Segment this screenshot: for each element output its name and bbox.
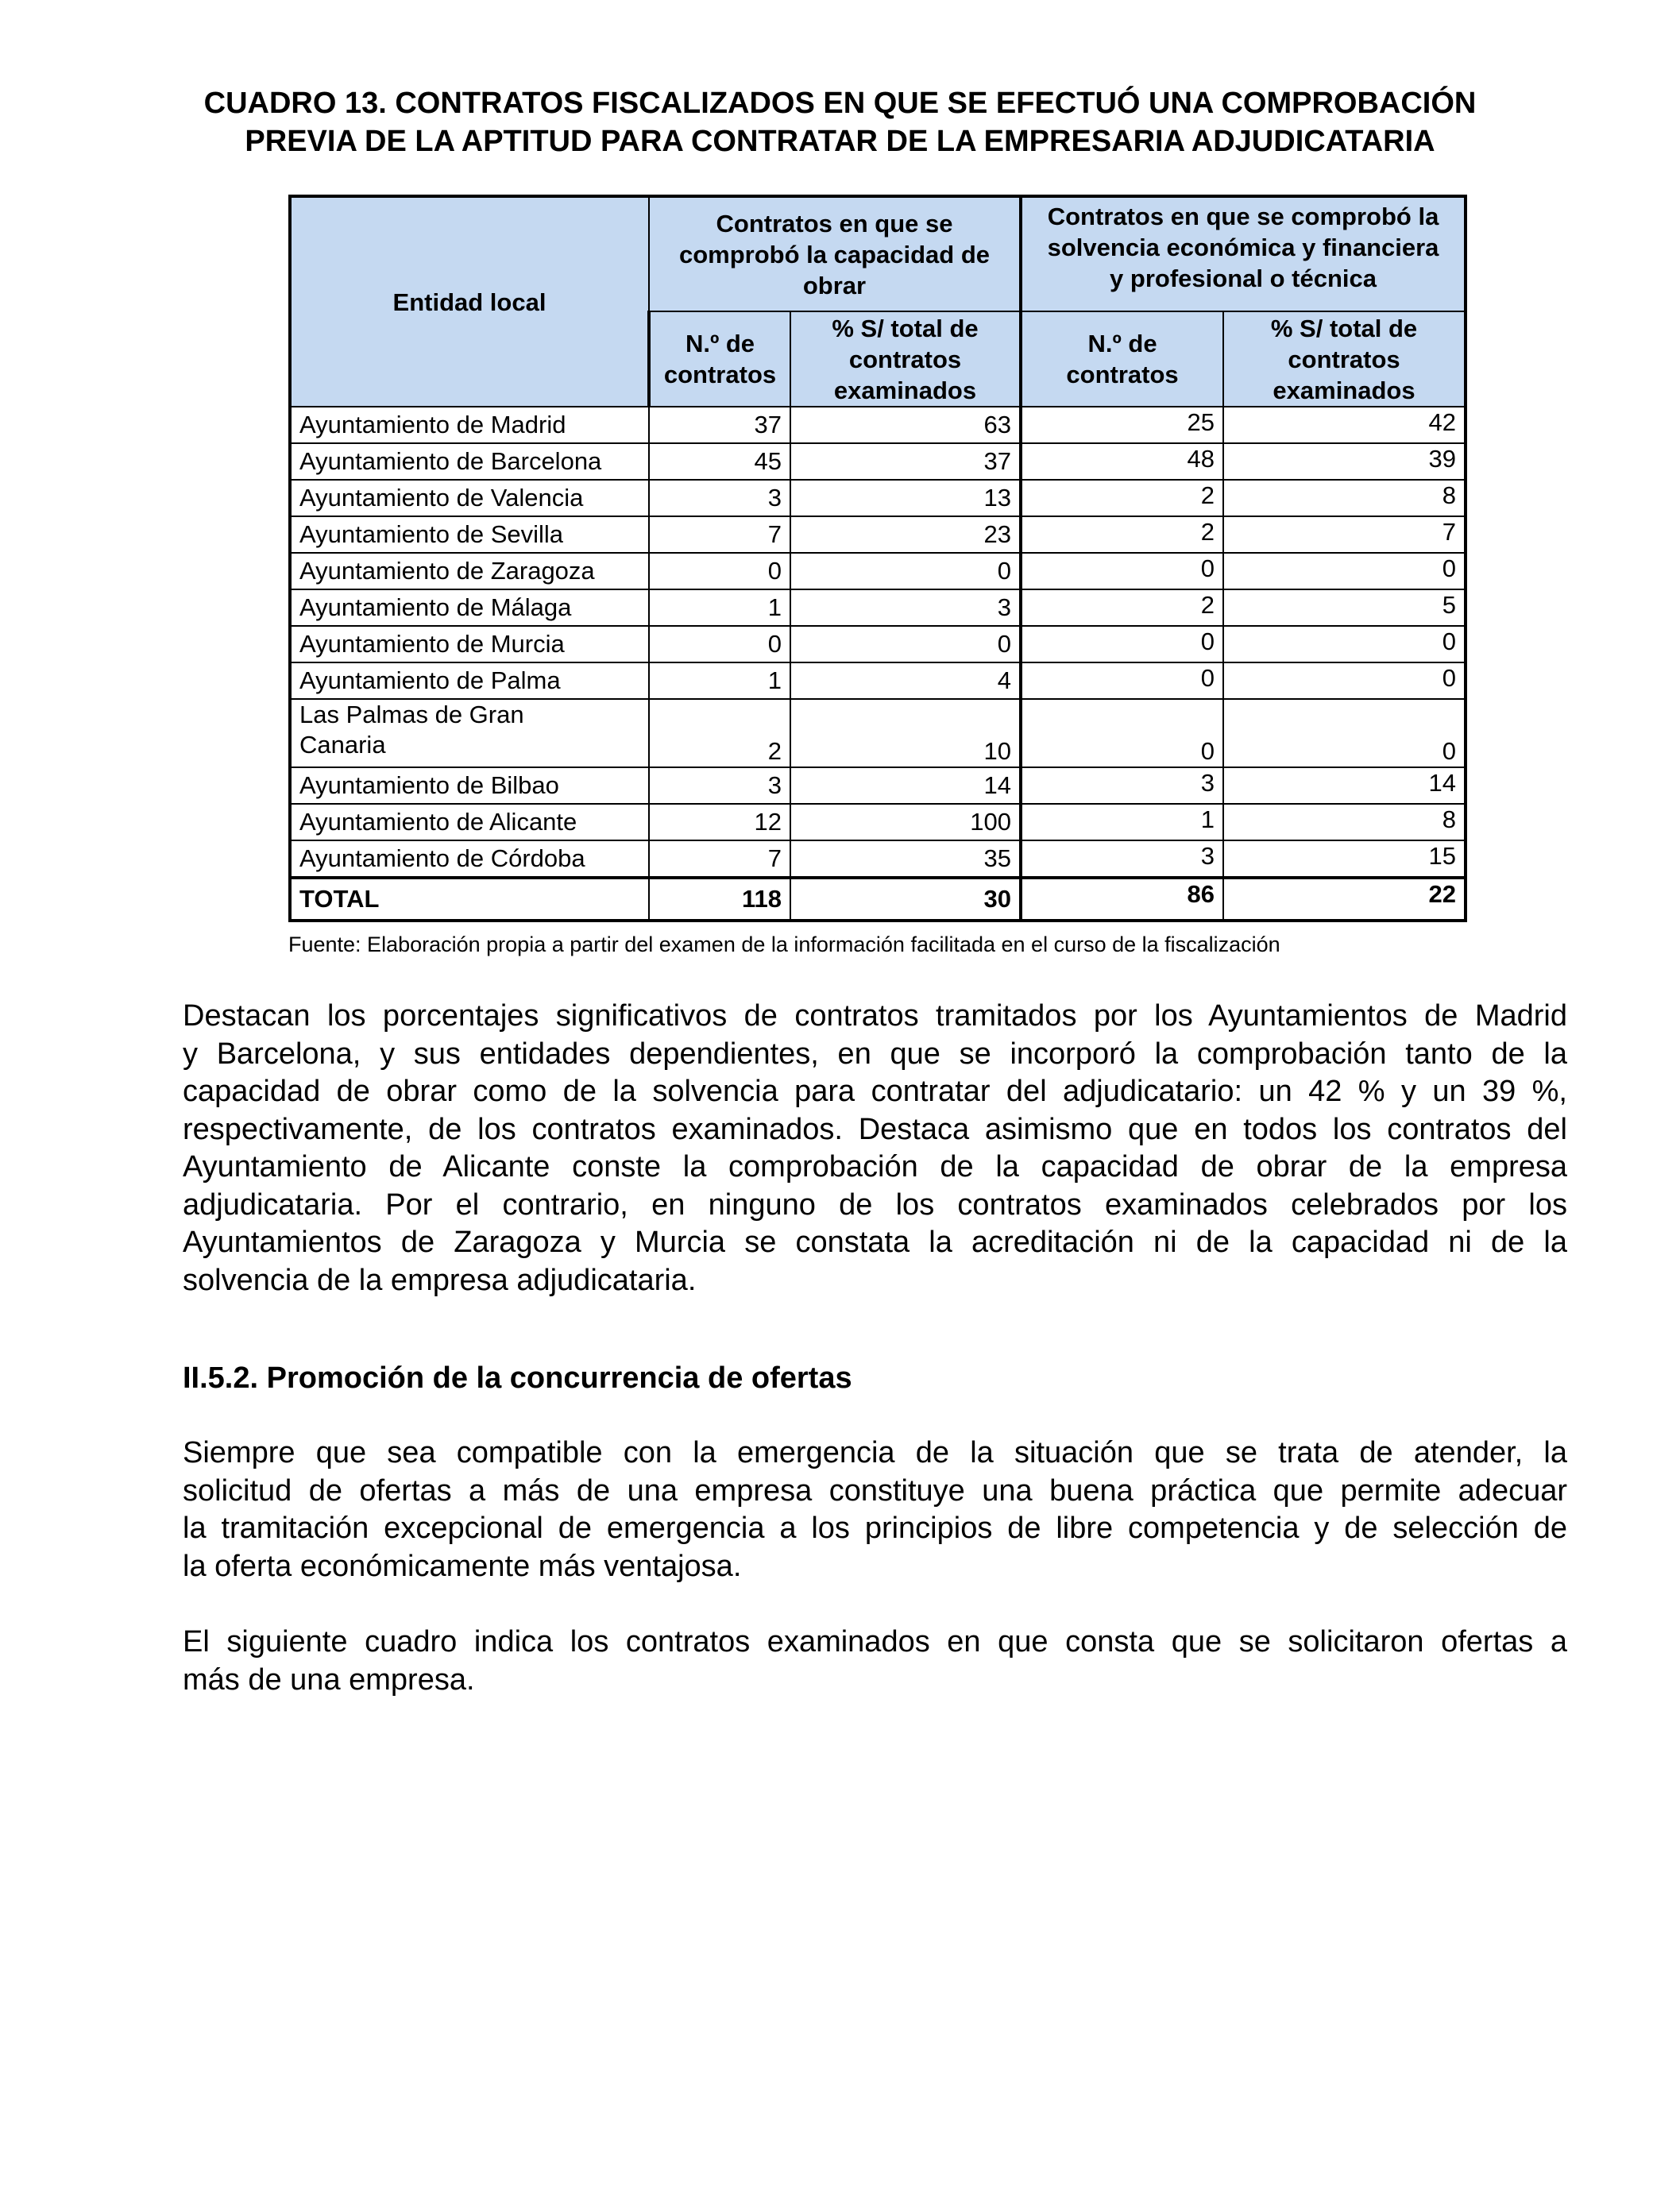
entity-cell: Ayuntamiento de Madrid — [290, 407, 649, 443]
total-cap-count-cell: 118 — [649, 878, 790, 921]
cap-pct-cell: 37 — [790, 443, 1021, 480]
header-solvency-group: Contratos en que se comprobó la solvencia económica y financiera y profesional o técnica — [1021, 196, 1466, 311]
table-source-note: Fuente: Elaboración propia a partir del examen de la información facilitada en el curso de la fiscalización — [288, 933, 1280, 956]
cap-pct-cell: 4 — [790, 662, 1021, 699]
cap-pct-cell: 23 — [790, 516, 1021, 553]
paragraph-line: solvencia de la empresa adjudicataria. — [183, 1263, 697, 1297]
cap-count-cell: 1 — [649, 662, 790, 699]
cap-pct-cell: 3 — [790, 589, 1021, 626]
entity-cell: Ayuntamiento de Sevilla — [290, 516, 649, 553]
table-row — [290, 767, 1466, 804]
sol-count-cell: 3 — [1021, 840, 1223, 878]
table-row — [290, 480, 1466, 516]
sol-pct-cell: 0 — [1223, 662, 1466, 699]
paragraph-line: Destacan los porcentajes significativos de contratos tramitados por los Ayuntamientos de Madrid — [183, 999, 1567, 1033]
sol-count-cell: 2 — [1021, 480, 1223, 516]
cap-pct-cell: 100 — [790, 804, 1021, 840]
table-row — [290, 699, 1466, 767]
sol-pct-cell: 8 — [1223, 804, 1466, 840]
entity-cell: Las Palmas de Gran Canaria — [290, 699, 649, 767]
table-row — [290, 443, 1466, 480]
sol-pct-cell: 0 — [1223, 699, 1466, 767]
paragraph-line: El siguiente cuadro indica los contratos examinados en que consta que se solicitaron ofertas a — [183, 1625, 1567, 1659]
total-cap-pct-cell: 30 — [790, 878, 1021, 921]
sol-pct-cell: 15 — [1223, 840, 1466, 878]
paragraph-line: adjudicataria. Por el contrario, en ninguno de los contratos examinados celebrados por los — [183, 1187, 1567, 1222]
entity-cell: Ayuntamiento de Barcelona — [290, 443, 649, 480]
sol-pct-cell: 8 — [1223, 480, 1466, 516]
sol-pct-cell: 7 — [1223, 516, 1466, 553]
cap-pct-cell: 0 — [790, 553, 1021, 589]
header-sol-count: N.º de contratos — [1021, 311, 1223, 407]
cap-count-cell: 45 — [649, 443, 790, 480]
cap-count-cell: 3 — [649, 480, 790, 516]
paragraph-highlights — [183, 998, 1567, 1299]
header-cap-count: N.º de contratos — [649, 311, 790, 407]
table-caption — [103, 84, 1577, 160]
total-sol-pct-cell: 22 — [1223, 878, 1466, 921]
header-capacity-group: Contratos en que se comprobó la capacidad de obrar — [649, 196, 1021, 311]
entity-cell: Ayuntamiento de Valencia — [290, 480, 649, 516]
header-sol-pct: % S/ total de contratos examinados — [1223, 311, 1466, 407]
paragraph-line: la oferta económicamente más ventajosa. — [183, 1549, 742, 1583]
table-row — [290, 662, 1466, 699]
cap-pct-cell: 10 — [790, 699, 1021, 767]
table-row — [290, 626, 1466, 662]
table-row — [290, 840, 1466, 878]
sol-count-cell: 0 — [1021, 662, 1223, 699]
paragraph-line: Ayuntamientos de Zaragoza y Murcia se constata la acreditación ni de la capacidad ni de la — [183, 1226, 1567, 1259]
sol-count-cell: 1 — [1021, 804, 1223, 840]
sol-count-cell: 48 — [1021, 443, 1223, 480]
cap-count-cell: 7 — [649, 516, 790, 553]
sol-pct-cell: 0 — [1223, 553, 1466, 589]
section-heading: II.5.2. Promoción de la concurrencia de ofertas — [183, 1361, 852, 1395]
table-row — [290, 804, 1466, 840]
entity-cell: Ayuntamiento de Palma — [290, 662, 649, 699]
sol-count-cell: 3 — [1021, 767, 1223, 804]
table-caption-line: PREVIA DE LA APTITUD PARA CONTRATAR DE LA EMPRESARIA ADJUDICATARIA — [245, 125, 1435, 158]
header-cap-pct: % S/ total de contratos examinados — [790, 311, 1021, 407]
sol-count-cell: 25 — [1021, 407, 1223, 443]
contracts-table — [288, 195, 1467, 922]
paragraph-line: la tramitación excepcional de emergencia a los principios de libre competencia y de selección de — [183, 1512, 1567, 1545]
cap-count-cell: 37 — [649, 407, 790, 443]
cap-pct-cell: 0 — [790, 626, 1021, 662]
paragraph-line: y Barcelona, y sus entidades dependientes, en que se incorporó la comprobación tanto de la — [183, 1037, 1567, 1071]
sol-count-cell: 2 — [1021, 516, 1223, 553]
sol-pct-cell: 14 — [1223, 767, 1466, 804]
paragraph-next-table — [183, 1624, 1567, 1699]
entity-cell: Ayuntamiento de Zaragoza — [290, 553, 649, 589]
sol-pct-cell: 42 — [1223, 407, 1466, 443]
total-label-cell: TOTAL — [290, 878, 649, 921]
cap-pct-cell: 13 — [790, 480, 1021, 516]
entity-cell: Ayuntamiento de Málaga — [290, 589, 649, 626]
table-total-row — [290, 878, 1466, 921]
paragraph-line: más de una empresa. — [183, 1662, 475, 1697]
entity-cell: Ayuntamiento de Alicante — [290, 804, 649, 840]
paragraph-line: solicitud de ofertas a más de una empresa constituye una buena práctica que permite adecuar — [183, 1473, 1567, 1508]
cap-pct-cell: 35 — [790, 840, 1021, 878]
sol-pct-cell: 39 — [1223, 443, 1466, 480]
table-row — [290, 516, 1466, 553]
sol-count-cell: 0 — [1021, 699, 1223, 767]
cap-count-cell: 12 — [649, 804, 790, 840]
entity-cell: Ayuntamiento de Bilbao — [290, 767, 649, 804]
cap-pct-cell: 14 — [790, 767, 1021, 804]
sol-pct-cell: 5 — [1223, 589, 1466, 626]
table-row — [290, 553, 1466, 589]
paragraph-offers — [183, 1435, 1567, 1585]
total-sol-count-cell: 86 — [1021, 878, 1223, 921]
cap-count-cell: 7 — [649, 840, 790, 878]
sol-count-cell: 0 — [1021, 553, 1223, 589]
table-row — [290, 407, 1466, 443]
cap-count-cell: 0 — [649, 626, 790, 662]
sol-pct-cell: 0 — [1223, 626, 1466, 662]
paragraph-line: Ayuntamiento de Alicante conste la comprobación de la capacidad de obrar de la empresa — [183, 1150, 1567, 1184]
paragraph-line: respectivamente, de los contratos examinados. Destaca asimismo que en todos los contratos del — [183, 1112, 1567, 1146]
paragraph-line: capacidad de obrar como de la solvencia para contratar del adjudicatario: un 42 % y un 39 %, — [183, 1075, 1567, 1108]
entity-cell: Ayuntamiento de Murcia — [290, 626, 649, 662]
paragraph-line: Siempre que sea compatible con la emergencia de la situación que se trata de atender, la — [183, 1436, 1567, 1469]
cap-pct-cell: 63 — [790, 407, 1021, 443]
cap-count-cell: 3 — [649, 767, 790, 804]
cap-count-cell: 0 — [649, 553, 790, 589]
sol-count-cell: 2 — [1021, 589, 1223, 626]
cap-count-cell: 2 — [649, 699, 790, 767]
cap-count-cell: 1 — [649, 589, 790, 626]
header-entity: Entidad local — [290, 196, 649, 407]
table-caption-line: CUADRO 13. CONTRATOS FISCALIZADOS EN QUE SE EFECTUÓ UNA COMPROBACIÓN — [203, 87, 1477, 120]
entity-cell: Ayuntamiento de Córdoba — [290, 840, 649, 878]
sol-count-cell: 0 — [1021, 626, 1223, 662]
table-row — [290, 589, 1466, 626]
